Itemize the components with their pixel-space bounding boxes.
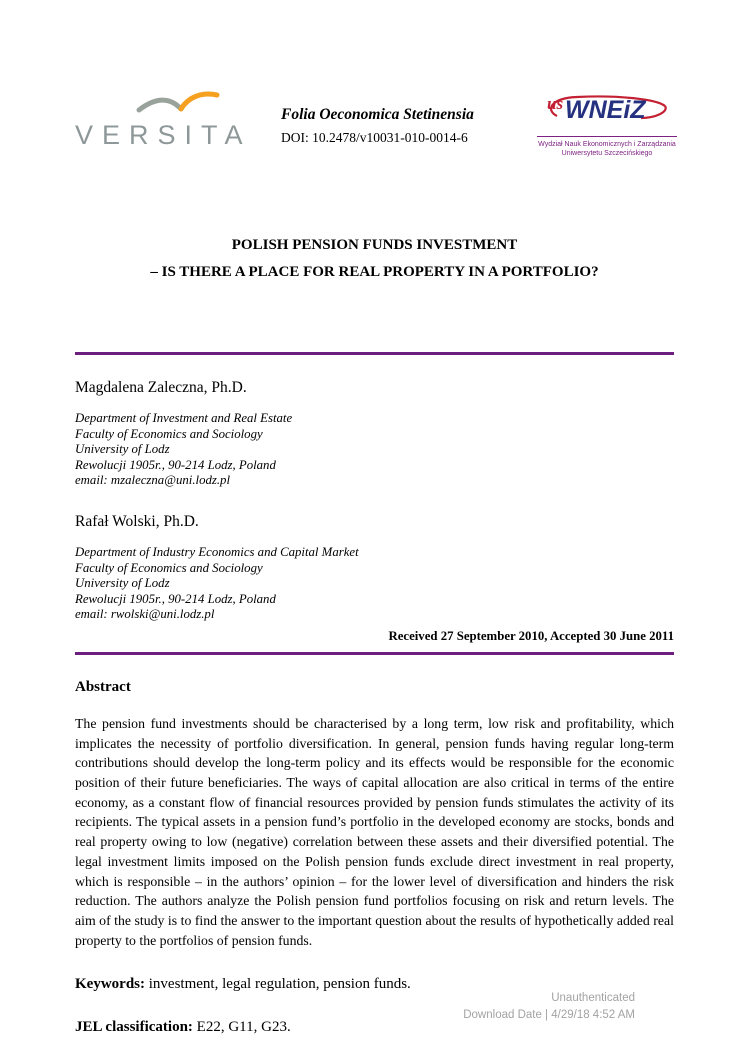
received-accepted-line: Received 27 September 2010, Accepted 30 June 2011 [388,628,674,643]
abstract-heading: Abstract [75,678,131,695]
affiliation-line: email: mzaleczna@uni.lodz.pl [75,473,231,488]
versita-swoosh-icon [135,90,221,118]
affiliation-line: Rewolucji 1905r., 90-214 Lodz, Poland [75,591,276,606]
versita-logo [75,90,252,151]
stamp-line2: Download Date | 4/29/18 4:52 AM [463,1009,635,1021]
wneiz-prefix: us [547,94,564,113]
download-stamp [463,990,635,1024]
keywords-value: investment, legal regulation, pension funds. [145,976,411,993]
journal-doi: DOI: 10.2478/v10031-010-0014-6 [281,130,468,145]
affiliation-line: Faculty of Economics and Sociology [75,426,263,441]
author-1-name: Magdalena Zaleczna, Ph.D. [75,379,247,396]
wneiz-divider [537,136,677,137]
bottom-divider [75,652,674,655]
jel-label: JEL classification: [75,1019,193,1036]
stamp-line1: Unauthenticated [551,992,635,1004]
journal-title: Folia Oeconomica Stetinensia [281,106,474,123]
wneiz-wordmark: WNEiZ [565,96,646,124]
keywords-label: Keywords: [75,976,145,993]
author-2-name: Rafał Wolski, Ph.D. [75,512,199,530]
affiliation-line: Faculty of Economics and Sociology [75,560,263,575]
jel-value: E22, G11, G23. [192,1019,291,1036]
author-2-affiliation [75,545,674,623]
affiliation-line: Department of Industry Economics and Capital Market [75,544,359,559]
affiliation-line: Department of Investment and Real Estate [75,411,293,425]
abstract-text: The pension fund investments should be characterised by a long term, low risk and profitability, which implicates the necessity of portfolio diversification. In general, pension funds having regular long-term contributions should develop the long-term policy and its effects would be responsible for the economic position of their future beneficiaries. The ways of capital allocation are also critical in terms of the entire economy, as a constant flow of financial resources provided by pension funds stimulates the activity of its recipients. The typical assets in a pension fund’s portfolio in the developed economy are stocks, bonds and real property owing to low (negative) correlation between these assets and their diversified potential. The legal investment limits imposed on the Polish pension funds exclude direct investment in real property, which is responsible – in the authors’ opinion – for the lower level of diversification and hinders the risk reduction. The authors analyze the Polish pension fund portfolios focusing on risk and return levels. The aim of the study is to find the answer to the important question about the results of hypothetically added real property to the portfolios of pension funds. [75,715,674,948]
wneiz-caption-line1: Wydział Nauk Ekonomicznych i Zarządzania [538,141,676,148]
wneiz-logo [537,90,677,158]
affiliation-line: Rewolucji 1905r., 90-214 Lodz, Poland [75,457,276,472]
top-divider [75,352,674,355]
versita-wordmark: VERSITA [75,120,252,150]
paper-title-line2: – IS THERE A PLACE FOR REAL PROPERTY IN A PORTFOLIO? [150,264,599,280]
affiliation-line: email: rwolski@uni.lodz.pl [75,607,215,622]
affiliation-line: University of Lodz [75,442,170,457]
page-header [75,0,677,158]
author-1-affiliation [75,411,674,489]
affiliation-line: University of Lodz [75,576,170,591]
paper-title [75,232,674,286]
paper-title-line1: POLISH PENSION FUNDS INVESTMENT [231,237,518,253]
journal-info [281,90,474,146]
wneiz-caption-line2: Uniwersytetu Szczecińskiego [561,150,653,157]
